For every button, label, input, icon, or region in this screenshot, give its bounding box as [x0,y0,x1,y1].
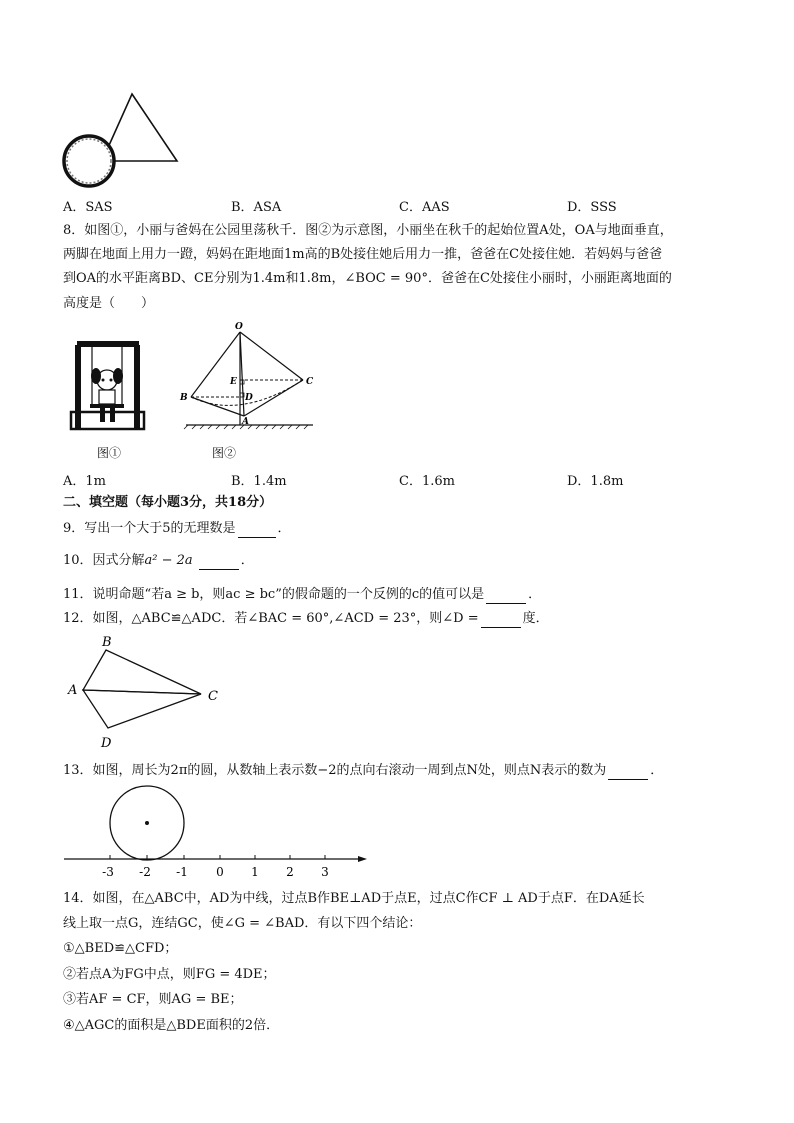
q7-option-c[interactable]: C．AAS [399,200,450,215]
q12 [63,610,549,628]
tick-neg3: -3 [102,865,114,879]
label-b: B [180,393,188,403]
q8-text-line2: 两脚在地面上用力一蹬，妈妈在距地面1m高的B处接住她后用力一推，爸爸在C处接住她．若妈妈与爸爸 [63,247,663,262]
q13-circle-center [145,821,149,825]
tick-3: 3 [321,865,329,879]
q8-fig1-caption: 图① [97,446,122,460]
q10 [63,552,254,570]
q8-option-b[interactable]: B．1.4m [231,474,287,489]
q11-text: 11．说明命题“若a ≥ b，则ac ≥ bc”的假命题的一个反例的c的值可以是 [63,587,485,602]
q7-option-b[interactable]: B．ASA [231,200,282,215]
q7-figure [60,90,185,200]
q13-text: 13．如图，周长为2π的圆，从数轴上表示数−2的点向右滚动一周到点N处，则点N表示的数为 [63,763,607,778]
q10-expression: a² − 2a [144,553,193,568]
tick-1: 1 [251,865,259,879]
q9-text: 9．写出一个大于5的无理数是 [63,521,236,536]
label-a: A [242,417,249,427]
q14-text-line1: 14．如图，在△ABC中，AD为中线，过点B作BE⊥AD于点E，过点C作CF ⊥ AD于点F．在DA延长 [63,891,645,906]
q12-text: 12．如图，△ABC≌△ADC．若∠BAC = 60°,∠ACD = 23°，则∠D = [63,611,479,626]
q10-text: 10．因式分解 [63,553,145,568]
q8-text-line4: 高度是（ ） [63,296,155,311]
q7-option-d[interactable]: D．SSS [567,200,617,215]
q12-label-d: D [101,736,112,751]
q10-end: ． [240,553,254,568]
q12-label-b: B [102,635,112,650]
q8-fig2-caption: 图② [212,446,237,460]
q7-option-a[interactable]: A．SAS [63,200,113,215]
label-d: D [245,393,253,403]
q13-answer-blank[interactable] [608,765,648,780]
q12-label-a: A [68,683,78,698]
q12-end: 度． [522,611,549,626]
q9 [63,520,291,538]
q13 [63,762,663,780]
tick-neg1: -1 [176,865,188,879]
q14-conclusion-2: ②若点A为FG中点，则FG = 4DE； [63,967,276,982]
q12-figure [66,632,226,752]
q8-schematic [178,320,328,435]
q14-conclusion-1: ①△BED≌△CFD； [63,941,178,956]
label-e: E [230,377,237,387]
q11 [63,586,541,604]
q9-end: ． [277,521,291,536]
q8-option-d[interactable]: D．1.8m [567,474,624,489]
q14-conclusion-4: ④△AGC的面积是△BDE面积的2倍． [63,1018,280,1033]
q14-text-line2: 线上取一点G，连结GC，使∠G = ∠BAD．有以下四个结论： [63,916,422,931]
tick-0: 0 [216,865,224,879]
q8-text-line1: 8．如图①，小丽与爸妈在公园里荡秋千．图②为示意图，小丽坐在秋千的起始位置A处，OA与地面垂直， [63,223,673,238]
q13-figure [62,782,372,882]
q14-conclusion-3: ③若AF = CF，则AG = BE； [63,992,243,1007]
q12-answer-blank[interactable] [481,613,521,628]
q9-answer-blank[interactable] [238,523,276,538]
q8-option-c[interactable]: C．1.6m [399,474,455,489]
label-c: C [306,377,314,387]
q11-end: ． [528,587,542,602]
q7-circle [64,136,114,186]
q10-answer-blank[interactable] [199,555,239,570]
q13-end: ． [650,763,664,778]
tick-2: 2 [286,865,294,879]
q8-text-line3: 到OA的水平距离BD、CE分别为1.4m和1.8m，∠BOC = 90°．爸爸在C处接住小丽时，小丽距离地面的 [63,271,672,286]
q11-answer-blank[interactable] [486,589,526,604]
tick-neg2: -2 [139,865,151,879]
label-o: O [235,322,243,332]
q8-swing-figure [70,340,145,435]
section-2-heading: 二、填空题（每小题3分，共18分） [63,495,273,510]
q12-label-c: C [208,689,218,704]
q8-option-a[interactable]: A．1m [63,474,106,489]
